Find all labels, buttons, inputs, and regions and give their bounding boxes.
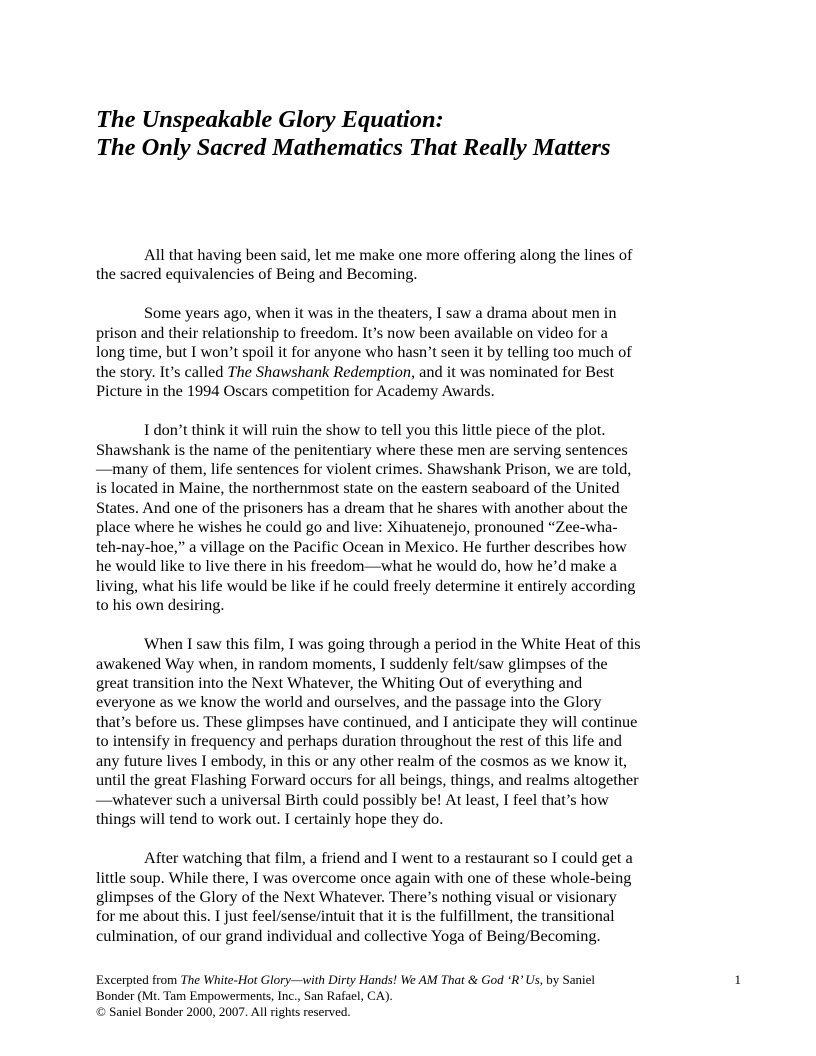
text-line: to intensify in frequency and perhaps duration throughout the rest of this life and <box>96 731 622 751</box>
document-title <box>96 106 611 162</box>
text-line: After watching that film, a friend and I went to a restaurant so I could get a <box>144 848 633 868</box>
text-line: All that having been said, let me make one more offering along the lines of <box>144 245 633 264</box>
page-footer <box>96 972 741 1020</box>
text-line: prison and their relationship to freedom. It’s now been available on video for a <box>96 322 608 342</box>
paragraph <box>96 634 641 829</box>
text-line: to his own desiring. <box>96 595 225 615</box>
title-line-2: The Only Sacred Mathematics That Really Matters <box>96 134 611 161</box>
footer-book-title: The White-Hot Glory—with Dirty Hands! We AM That & God ‘R’ Us <box>180 972 540 987</box>
text-line: Some years ago, when it was in the theaters, I saw a drama about men in <box>144 303 617 323</box>
text-line: things will tend to work out. I certainly hope they do. <box>96 809 444 829</box>
text-line <box>96 362 641 381</box>
text-line: Shawshank is the name of the penitentiary where these men are serving sentences <box>96 439 628 459</box>
text-line: —many of them, life sentences for violent crimes. Shawshank Prison, we are told, <box>96 458 632 478</box>
text-line: for me about this. I just feel/sense/intuit that it is the fulfillment, the transitional <box>96 906 615 926</box>
footer-copyright: © Saniel Bonder 2000, 2007. All rights reserved. <box>96 1004 351 1019</box>
footer-line-1 <box>96 972 741 988</box>
text-line: everyone as we know the world and ourselves, and the passage into the Glory <box>96 692 602 712</box>
text-line: any future lives I embody, in this or any other realm of the cosmos as we know it, <box>96 750 628 770</box>
text-segment: and it was nominated for Best <box>415 361 615 381</box>
text-line: he would like to live there in his freedom—what he would do, how he’d make a <box>96 556 617 576</box>
text-line: living, what his life would be like if he could freely determine it entirely according <box>96 575 636 595</box>
text-line: great transition into the Next Whatever, the Whiting Out of everything and <box>96 672 583 692</box>
footer-prefix: Excerpted from <box>96 972 181 987</box>
text-line: is located in Maine, the northernmost state on the eastern seaboard of the United <box>96 478 620 498</box>
text-line: until the great Flashing Forward occurs for all beings, things, and realms altogether <box>96 770 639 790</box>
paragraph <box>96 420 641 615</box>
paragraph <box>96 303 641 400</box>
italic-title: The Shawshank Redemption, <box>227 361 416 381</box>
paragraph <box>96 848 641 945</box>
text-line: long time, but I won’t spoil it for anyone who hasn’t seen it by telling too much of <box>96 342 632 362</box>
text-line: little soup. While there, I was overcome once again with one of these whole-being <box>96 867 632 887</box>
text-line: I don’t think it will ruin the show to tell you this little piece of the plot. <box>144 420 606 440</box>
text-line: that’s before us. These glimpses have continued, and I anticipate they will continue <box>96 711 638 731</box>
document-body <box>96 245 641 965</box>
text-line: teh-nay-hoe,” a village on the Pacific Ocean in Mexico. He further describes how <box>96 536 627 556</box>
text-line: Picture in the 1994 Oscars competition for Academy Awards. <box>96 381 495 401</box>
text-line: —whatever such a universal Birth could possibly be! At least, I feel that’s how <box>96 789 609 809</box>
title-line-1: The Unspeakable Glory Equation: <box>96 106 444 133</box>
page-number: 1 <box>734 972 741 987</box>
text-line: culmination, of our grand individual and collective Yoga of Being/Becoming. <box>96 925 601 945</box>
text-line: place where he wishes he could go and live: Xihuatenejo, pronouned “Zee-wha- <box>96 517 618 537</box>
text-line: awakened Way when, in random moments, I suddenly felt/saw glimpses of the <box>96 653 608 673</box>
text-line: When I saw this film, I was going through a period in the White Heat of this <box>144 634 641 654</box>
text-line: glimpses of the Glory of the Next Whatever. There’s nothing visual or visionary <box>96 886 617 906</box>
paragraph <box>96 245 641 284</box>
footer-suffix: , by Saniel <box>539 972 596 987</box>
text-line: the sacred equivalencies of Being and Becoming. <box>96 264 418 284</box>
text-segment: the story. It’s called <box>96 361 228 381</box>
footer-line-2: Bonder (Mt. Tam Empowerments, Inc., San Rafael, CA). <box>96 988 393 1003</box>
text-line: States. And one of the prisoners has a dream that he shares with another about the <box>96 497 628 517</box>
